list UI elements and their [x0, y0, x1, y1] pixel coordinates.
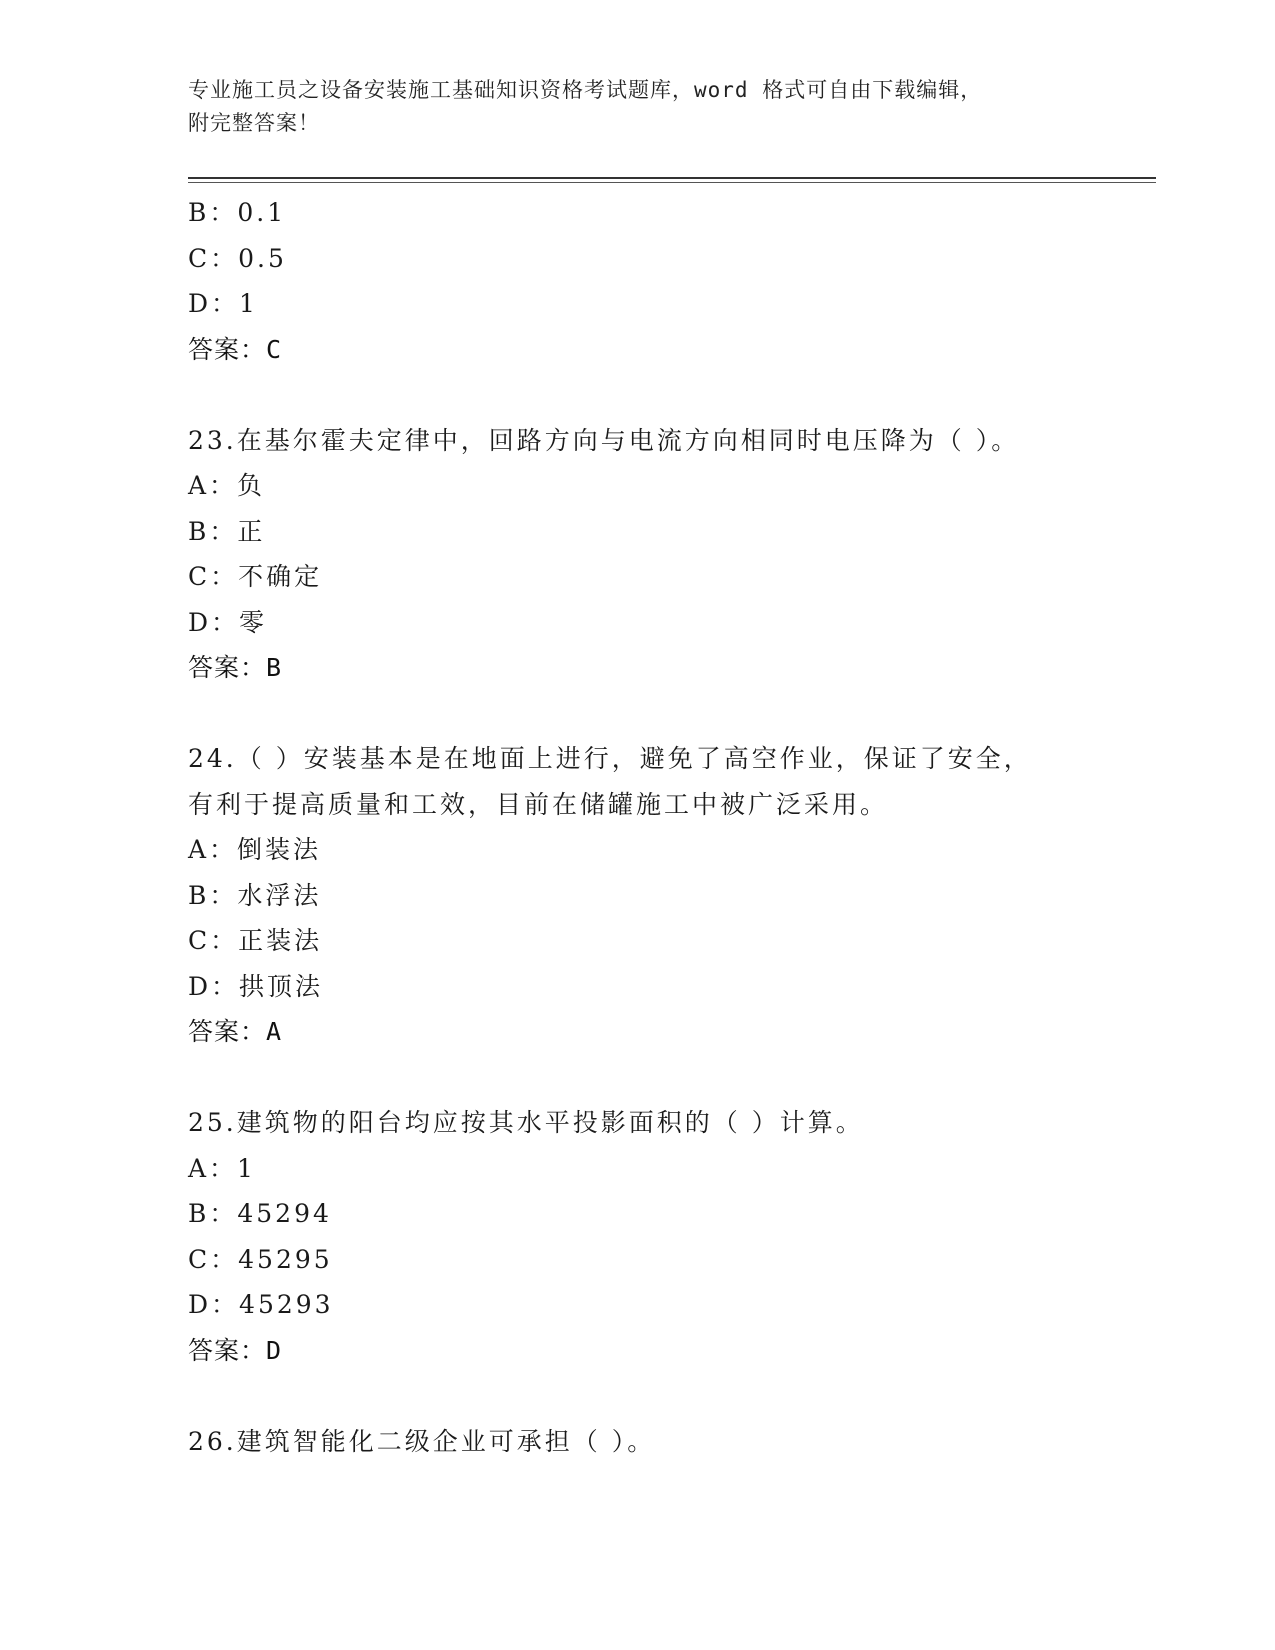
option-b: B：正: [188, 516, 266, 546]
option-b: B：0.1: [188, 198, 287, 227]
header-line-2: 附完整答案！: [188, 111, 320, 135]
answer-line: 答案：A: [188, 1017, 283, 1046]
option-d: D：45293: [188, 1290, 334, 1319]
option-d: D：零: [188, 607, 268, 637]
option-c: C：不确定: [188, 562, 323, 591]
answer-line: 答案：B: [188, 653, 283, 682]
question-block-24: [188, 736, 1128, 1055]
spacer: [188, 1373, 1128, 1419]
question-block-26: [188, 1419, 1128, 1465]
spacer: [188, 691, 1128, 737]
question-text: 24.（ ）安装基本是在地面上进行，避免了高空作业，保证了安全，: [188, 744, 1032, 773]
option-c: C：0.5: [188, 243, 287, 273]
question-block-25: [188, 1100, 1128, 1373]
question-text-continued: 有利于提高质量和工效，目前在储罐施工中被广泛采用。: [188, 789, 889, 819]
option-a: A：1: [188, 1153, 256, 1183]
question-text: 25.建筑物的阳台均应按其水平投影面积的（ ）计算。: [188, 1108, 864, 1137]
option-d: D：拱顶法: [188, 971, 324, 1001]
header-divider-thick: [188, 177, 1156, 179]
header-divider-thin: [188, 182, 1156, 183]
option-d: D：1: [188, 289, 258, 318]
question-block-continued: [188, 190, 1128, 372]
question-text: 26.建筑智能化二级企业可承担（ ）。: [188, 1426, 656, 1456]
question-list: [188, 190, 1128, 1464]
answer-line: 答案：C: [188, 334, 283, 364]
question-text: 23.在基尔霍夫定律中，回路方向与电流方向相同时电压降为（ ）。: [188, 425, 1020, 455]
spacer: [188, 1055, 1128, 1101]
answer-line: 答案：D: [188, 1335, 283, 1365]
spacer: [188, 372, 1128, 418]
option-a: A：倒装法: [188, 835, 322, 864]
option-b: B：水浮法: [188, 880, 322, 910]
option-c: C：正装法: [188, 926, 323, 955]
document-header: [188, 74, 1088, 140]
question-block-23: [188, 418, 1128, 691]
header-line-1: 专业施工员之设备安装施工基础知识资格考试题库，word 格式可自由下载编辑，: [188, 78, 983, 102]
option-c: C：45295: [188, 1244, 333, 1274]
option-b: B：45294: [188, 1199, 332, 1228]
option-a: A：负: [188, 471, 266, 500]
